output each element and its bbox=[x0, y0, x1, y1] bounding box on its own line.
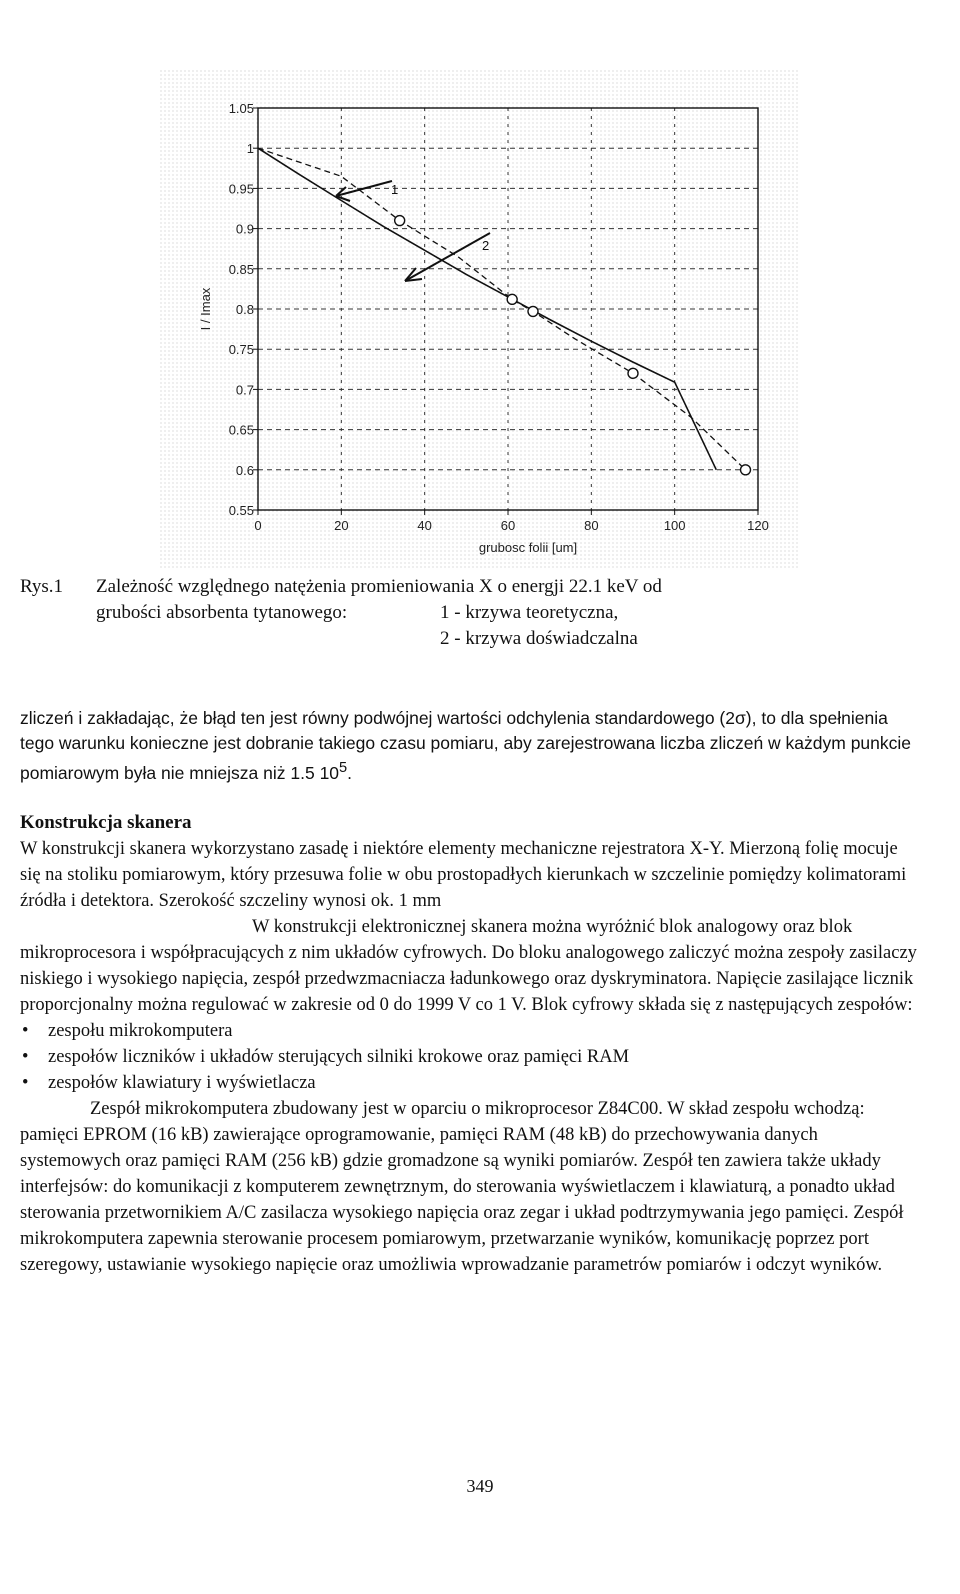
y-axis-title: I / Imax bbox=[198, 287, 213, 331]
section-body bbox=[20, 810, 920, 1278]
bullet-item: • zespołów klawiatury i wyświetlacza bbox=[20, 1070, 920, 1096]
bullet-list bbox=[20, 1018, 920, 1096]
x-tick-label: 100 bbox=[663, 518, 686, 533]
caption-line-1: Zależność względnego natężenia promieniowania X o energji 22.1 keV od bbox=[96, 576, 662, 597]
curve-1-label: 1 bbox=[391, 182, 399, 197]
bullet-item: • zespołów liczników i układów sterujących silniki krokowe oraz pamięci RAM bbox=[20, 1044, 920, 1070]
y-tick-label: 0.85 bbox=[228, 261, 254, 277]
intro-exponent: 5 bbox=[339, 760, 348, 776]
y-tick-label: 0.65 bbox=[228, 422, 254, 438]
x-tick-label: 60 bbox=[500, 518, 516, 533]
data-point bbox=[528, 306, 538, 316]
caption-line-2b: 1 - krzywa teoretyczna, bbox=[440, 602, 619, 623]
y-tick-label: 0.8 bbox=[235, 302, 254, 317]
intro-text bbox=[20, 706, 920, 786]
x-tick-label: 80 bbox=[584, 518, 599, 533]
intro-text-end: . bbox=[347, 762, 353, 783]
x-axis-title: grubosc folii [um] bbox=[478, 540, 578, 555]
y-tick-label: 0.7 bbox=[235, 382, 254, 398]
x-tick-label: 0 bbox=[254, 518, 262, 533]
data-point bbox=[507, 294, 517, 304]
intro-paragraph bbox=[20, 706, 920, 786]
section-heading: Konstrukcja skanera bbox=[20, 812, 192, 833]
x-tick-label: 120 bbox=[747, 518, 769, 533]
y-tick-label: 0.95 bbox=[228, 181, 254, 197]
page-number: 349 bbox=[466, 1476, 494, 1496]
x-tick-label: 40 bbox=[417, 518, 432, 533]
y-tick-label: 1 bbox=[246, 141, 254, 157]
y-tick-label: 0.9 bbox=[235, 221, 254, 237]
y-tick-label: 1.05 bbox=[228, 101, 254, 116]
y-tick-label: 0.55 bbox=[228, 503, 254, 518]
caption-label: Rys.1 bbox=[20, 576, 64, 597]
data-point bbox=[741, 465, 751, 475]
section-paragraph-1: W konstrukcji skanera wykorzystano zasadę i niektóre elementy mechaniczne rejestratora X-Y. Mierzoną folię mocuje się na stoliku pomiarowym, który przesuwa folie w obu prostopadłych kierunkach w szczelinie pomiędzy kolimatorami źródła i detektora. Szerokość szczeliny wynosi ok. 1 mm bbox=[20, 839, 907, 911]
y-tick-label: 0.75 bbox=[228, 342, 254, 358]
caption-line-2a: grubości absorbenta tytanowego: bbox=[96, 602, 348, 623]
x-tick-label: 20 bbox=[334, 518, 349, 533]
chart-background bbox=[160, 70, 800, 570]
y-tick-label: 0.6 bbox=[235, 462, 254, 478]
caption-line-3: 2 - krzywa doświadczalna bbox=[440, 628, 638, 649]
chart-svg bbox=[160, 70, 800, 570]
data-point bbox=[628, 368, 638, 378]
curve-2-label: 2 bbox=[482, 238, 490, 253]
bullet-item: • zespołu mikrokomputera bbox=[20, 1018, 920, 1044]
section-paragraph-3: Zespół mikrokomputera zbudowany jest w oparciu o mikroprocesor Z84C00. W skład zespołu wchodzą: pamięci EPROM (16 kB) zawierające oprogramowanie, pamięci RAM (48 kB) do przechowywania danych systemowych oraz pamięci RAM (256 kB) gdzie gromadzone są wyniki pomiarów. Zespół ten zawiera także układy interfejsów: do komunikacji z komputerem zewnętrznym, do sterowania wyświetlaczem i klawiaturą, a ponadto układ sterowania przetwornikiem A/C zasilacza wysokiego napięcia oraz zegar i układ podtrzymywania jego pamięci. Zespół mikrokomputera zapewnia sterowanie procesem pomiarowym, przetwarzanie wyników, komunikację poprzez port szeregowy, ustawianie wysokiego napięcie oraz umożliwia wprowadzanie parametrów pomiarów i odczyt wyników. bbox=[20, 1099, 904, 1275]
section-paragraph-2: W konstrukcji elektronicznej skanera można wyróżnić blok analogowy oraz blok mikroprocesora i współpracujących z nim układów cyfrowych. Do bloku analogowego zaliczyć można zespoły zasilaczy niskiego i wysokiego napięcia, zespół przedwzmacniacza ładunkowego oraz dyskryminatora. Napięcie zasilające licznik proporcjonalny można regulować w zakresie od 0 do 1999 V co 1 V. Blok cyfrowy składa się z następujących zespołów: bbox=[20, 917, 917, 1015]
data-point bbox=[395, 216, 405, 226]
figure-chart bbox=[160, 70, 800, 570]
intro-text-main: zliczeń i zakładając, że błąd ten jest równy podwójnej wartości odchylenia standardowego (2σ), to dla spełnienia tego warunku konieczne jest dobranie takiego czasu pomiaru, aby zarejestrowana liczba zliczeń w każdym punkcie pomiarowym była nie mniejsza niż 1.5 10 bbox=[20, 708, 912, 783]
